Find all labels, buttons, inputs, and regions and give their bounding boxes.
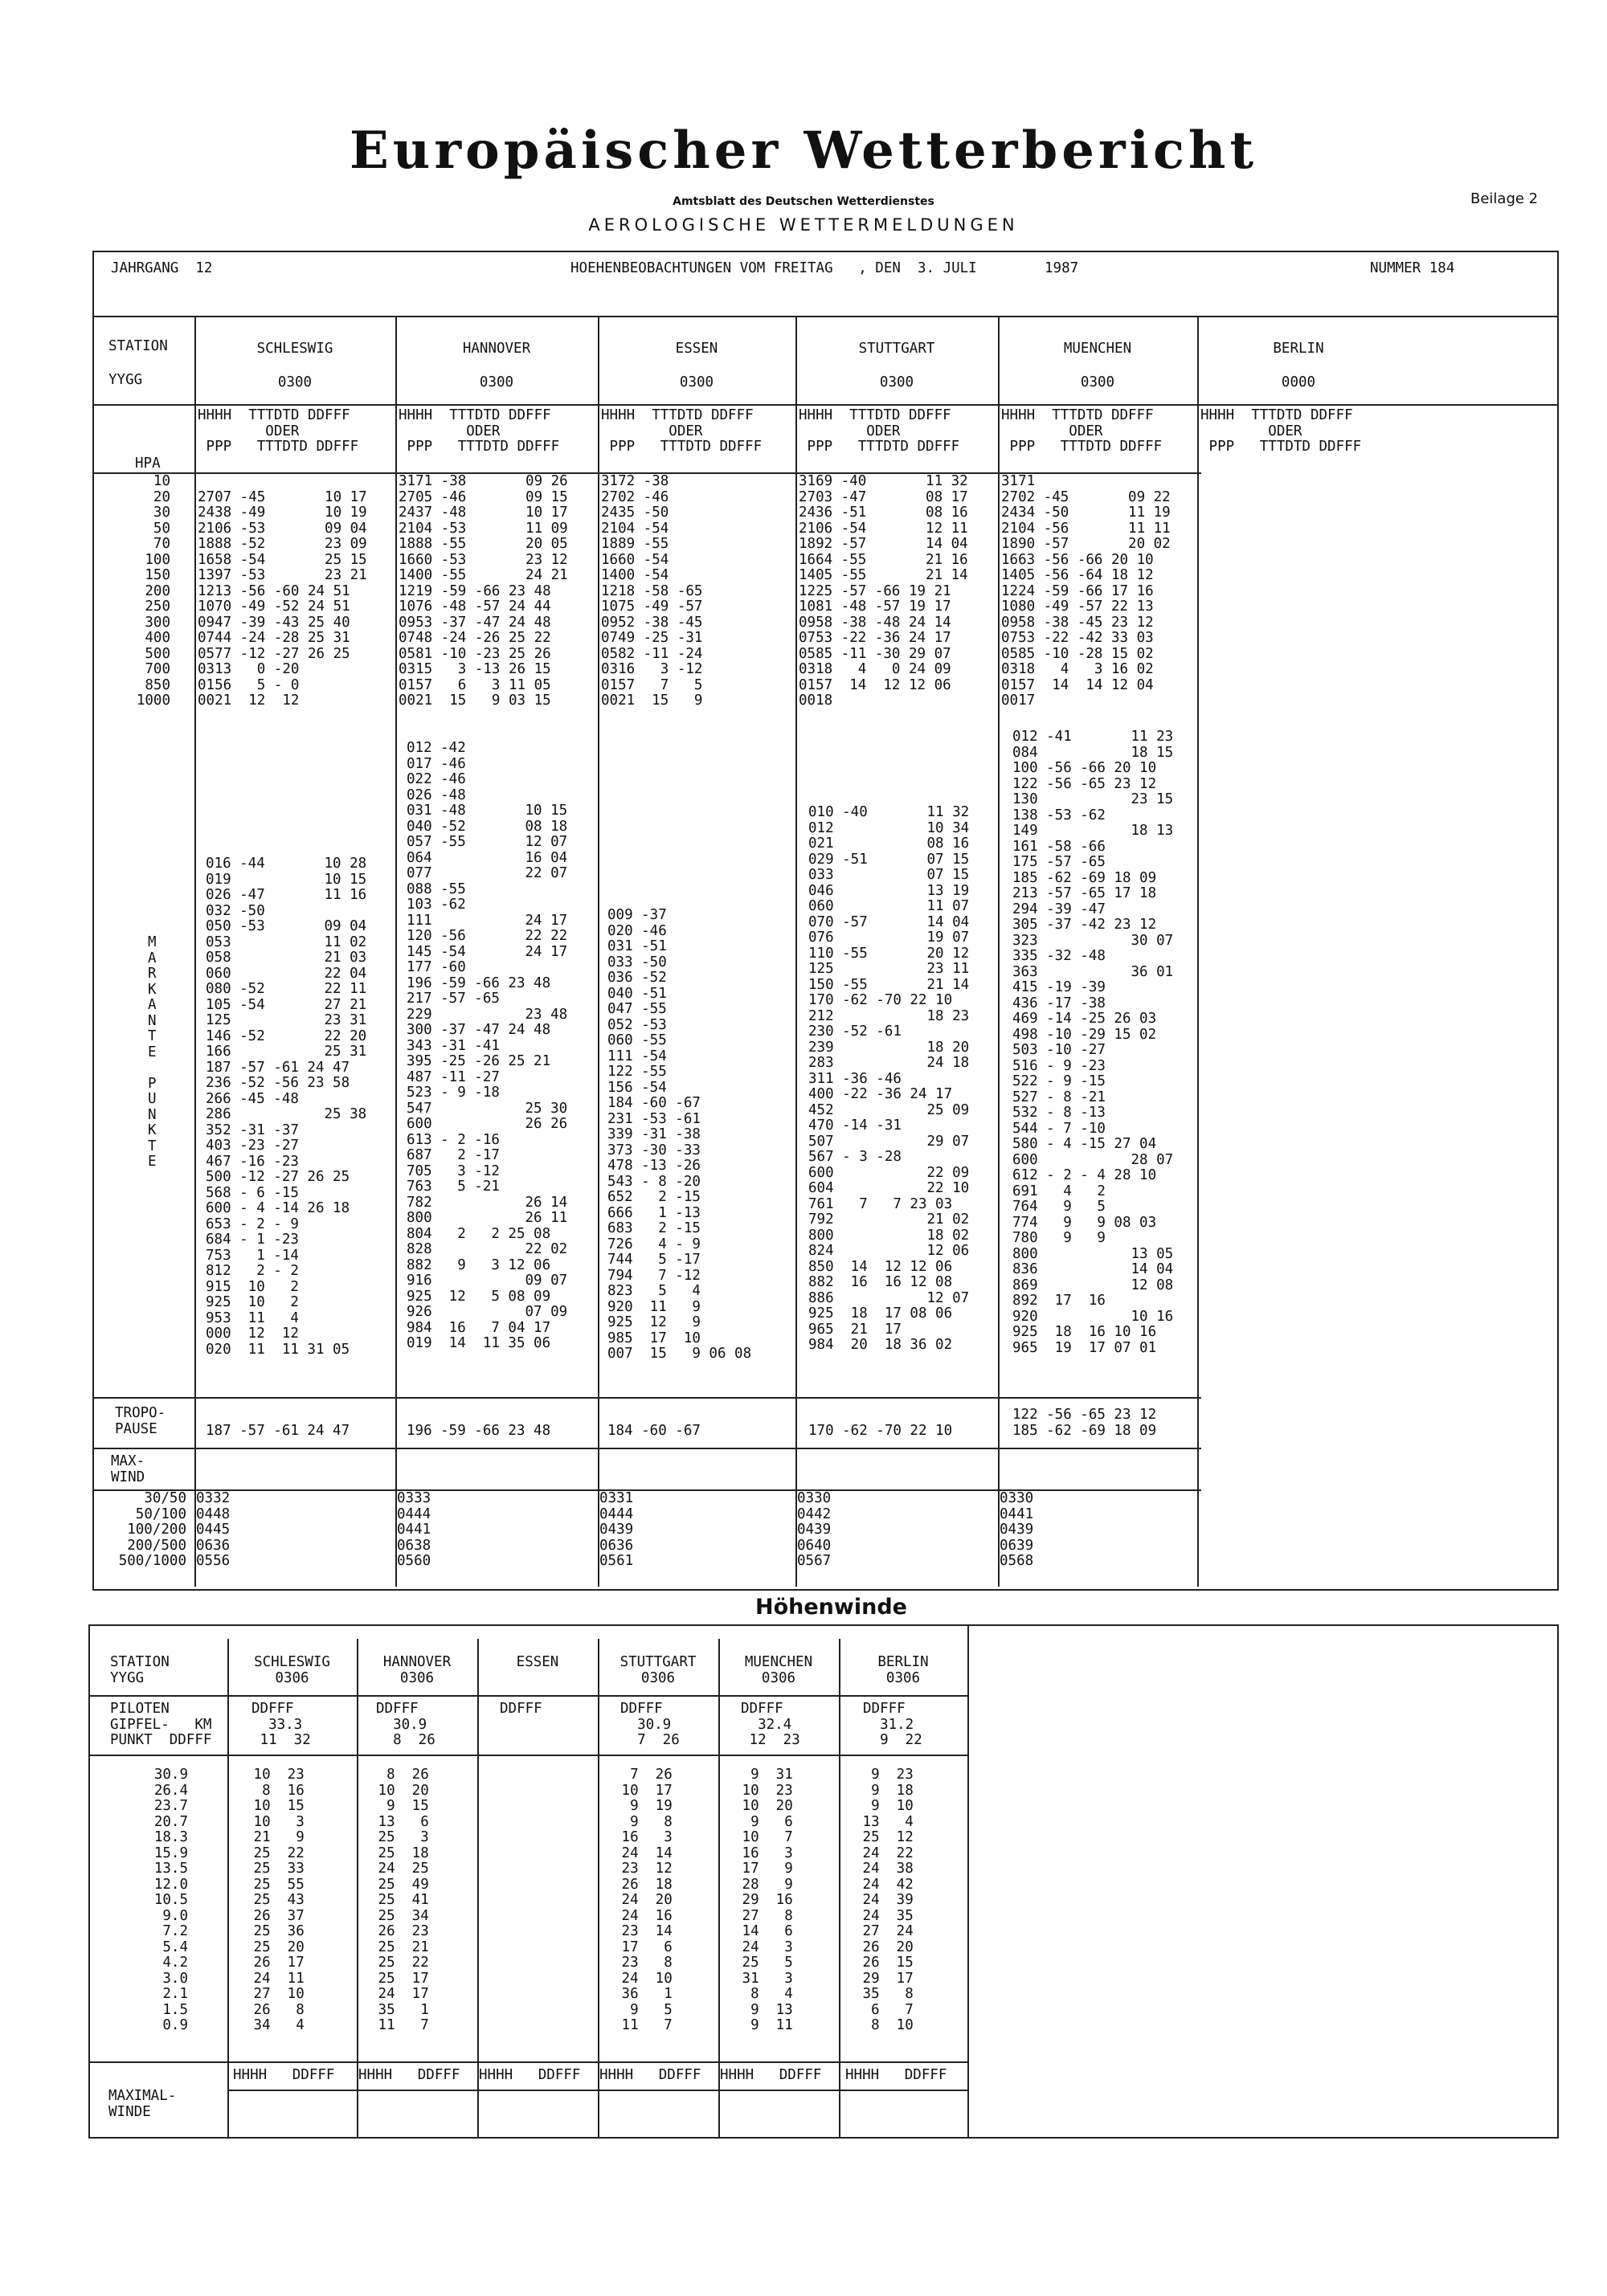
- piloten-label: PILOTEN GIPFEL- KM PUNKT DDFFF: [110, 1701, 212, 1748]
- column-header: HHHH TTTDTD DDFFF ODER PPP TTTDTD DDFFF: [601, 407, 763, 455]
- divider: [227, 2090, 967, 2091]
- column-header: HHHH TTTDTD DDFFF ODER PPP TTTDTD DDFFF: [799, 407, 960, 455]
- hpa-label: HPA: [135, 456, 161, 472]
- maximal-winde-label: MAXIMAL- WINDE: [108, 2088, 177, 2120]
- piloten-muenchen: DDFFF 32.4 12 23: [741, 1701, 800, 1748]
- column-divider: [357, 1639, 358, 2139]
- divider: [92, 1489, 1201, 1491]
- divider: [92, 1448, 1201, 1449]
- hoehenwinde-title: Höhenwinde: [755, 1595, 907, 1620]
- piloten-essen: DDFFF: [500, 1701, 542, 1717]
- nummer: NUMMER 184: [1370, 260, 1455, 276]
- piloten-schleswig: DDFFF 33.3 11 32: [251, 1701, 311, 1748]
- column-divider: [967, 1624, 969, 2139]
- sig-points-schleswig: 016 -44 10 28 019 10 15 026 -47 11 16 032 -50 050 -53 09 04 053 11 02 058 21 03 060 22 04 080 -52 22 11 105 -54 27 21 125 23 31 146 -52 22 20 166 25 31 187 -57 -61 24 47 236 -52 -56 23 58 266 -45 -48 286 25 38 352 -31 -37 403 -23 -27 467 -16 -23 500 -12 -27 26 25 568 - 6 -15 600 - 4 -14 26 18 653 - 2 - 9 684 - 1 -23 753 1 -14 812 2 - 2 915 10 2 925 10 2 953 11 4 000 12 12 020 11 11 31 05: [206, 856, 367, 1358]
- station-name: STUTTGART: [858, 341, 935, 357]
- column-header: HHHH TTTDTD DDFFF ODER PPP TTTDTD DDFFF: [1200, 407, 1362, 455]
- max-head: HHHH DDFFF: [479, 2067, 581, 2083]
- column-header: HHHH TTTDTD DDFFF ODER PPP TTTDTD DDFFF: [1001, 407, 1163, 455]
- max-wind-muenchen: 0330 0441 0439 0639 0568: [1000, 1490, 1034, 1569]
- tropopause-essen: 184 -60 -67: [607, 1423, 701, 1439]
- divider: [92, 404, 1559, 406]
- std-levels-schleswig: 2707 -45 10 17 2438 -49 10 19 2106 -53 09 04 1888 -52 23 09 1658 -54 25 15 1397 -53 23 21 1213 -56 -60 24 51 1070 -49 -52 24 51 0947 -39 -43 25 40 0744 -24 -28 25 31 0577 -12 -27 26 25 0313 0 -20 0156 5 - 0 0021 12 12: [198, 488, 367, 709]
- hw-station-name: STUTTGART: [619, 1654, 697, 1670]
- hw-station-yygg: 0306: [761, 1670, 796, 1686]
- divider: [88, 1695, 967, 1697]
- station-yygg: 0300: [479, 374, 514, 390]
- column-divider: [839, 1639, 840, 2139]
- std-levels-muenchen: 3171 2702 -45 09 22 2434 -50 11 19 2104 -56 11 11 1890 -57 20 02 1663 -56 -66 20 10 1405 -56 -64 18 12 1224 -59 -66 17 16 1080 -49 -57 22 13 0958 -38 -45 23 12 0753 -22 -42 33 03 0585 -10 -28 15 02 0318 4 3 16 02 0157 14 14 12 04 0017: [1001, 473, 1171, 709]
- station-name: BERLIN: [1273, 341, 1324, 357]
- max-wind-schleswig: 0332 0448 0445 0636 0556: [196, 1490, 231, 1569]
- max-head: HHHH DDFFF: [599, 2067, 701, 2083]
- piloten-stuttgart: DDFFF 30.9 7 26: [620, 1701, 680, 1748]
- max-wind-hannover: 0333 0444 0441 0638 0560: [397, 1490, 431, 1569]
- std-levels-stuttgart: 3169 -40 11 32 2703 -47 08 17 2436 -51 08 16 2106 -54 12 11 1892 -57 14 04 1664 -55 21 16 1405 -55 21 14 1225 -57 -66 19 21 1081 -48 -57 19 17 0958 -38 -48 24 14 0753 -22 -36 24 17 0585 -11 -30 29 07 0318 4 0 24 09 0157 14 12 12 06 0018: [799, 473, 968, 709]
- station-name: ESSEN: [675, 341, 718, 357]
- column-header: HHHH TTTDTD DDFFF ODER PPP TTTDTD DDFFF: [198, 407, 359, 455]
- station-name: MUENCHEN: [1063, 341, 1132, 357]
- column-divider: [395, 316, 397, 1587]
- station-label: STATION: [108, 338, 168, 354]
- sig-points-muenchen: 012 -41 11 23 084 18 15 100 -56 -66 20 10 122 -56 -65 23 12 130 23 15 138 -53 -62 149 18 13 161 -58 -66 175 -57 -65 185 -62 -69 18 09 213 -57 -65 17 18 294 -39 -47 305 -37 -42 23 12 323 30 07 335 -32 -48 363 36 01 415 -19 -39 436 -17 -38 469 -14 -25 26 03 498 -10 -29 15 02 503 -10 -27 516 - 9 -23 522 - 9 -15 527 - 8 -21 532 - 8 -13 544 - 7 -10 580 - 4 -15 27 04 600 28 07 612 - 2 - 4 28 10 691 4 2 764 9 5 774 9 9 08 03 780 9 9 800 13 05 836 14 04 869 12 08 892 17 16 920 10 16 925 18 16 10 16 965 19 17 07 01: [1012, 729, 1174, 1356]
- aero-heading: AEROLOGISCHE WETTERMELDUNGEN: [588, 215, 1019, 235]
- tropopause-stuttgart: 170 -62 -70 22 10: [808, 1423, 953, 1439]
- layer-labels: 30/50 50/100 100/200 200/500 500/1000: [118, 1490, 186, 1569]
- column-divider: [598, 316, 599, 1587]
- winds-stuttgart: 7 26 10 17 9 19 9 8 16 3 24 14 23 12 26 18 24 20 24 16 23 14 17 6 23 8 24 10 36 1 9 5 11 7: [621, 1767, 673, 2033]
- sig-points-essen: 009 -37 020 -46 031 -51 033 -50 036 -52 040 -51 047 -55 052 -53 060 -55 111 -54 122 -55 156 -54 184 -60 -67 231 -53 -61 339 -31 -38 373 -30 -33 478 -13 -26 543 - 8 -20 652 2 -15 666 1 -13 683 2 -15 726 4 - 9 744 5 -17 794 7 -12 823 5 4 920 11 9 925 12 9 985 17 10 007 15 9 06 08: [607, 907, 752, 1362]
- sig-points-stuttgart: 010 -40 11 32 012 10 34 021 08 16 029 -51 07 15 033 07 15 046 13 19 060 11 07 070 -57 14 04 076 19 07 110 -55 20 12 125 23 11 150 -55 21 14 170 -62 -70 22 10 212 18 23 230 -52 -61 239 18 20 283 24 18 311 -36 -46 400 -22 -36 24 17 452 25 09 470 -14 -31 507 29 07 567 - 3 -28 600 22 09 604 22 10 761 7 7 23 03 792 21 02 800 18 02 824 12 06 850 14 12 12 06 882 16 16 12 08 886 12 07 925 18 17 08 06 965 21 17 984 20 18 36 02: [808, 804, 970, 1353]
- column-divider: [1197, 316, 1199, 1587]
- station-yygg: 0300: [1080, 374, 1115, 390]
- piloten-hannover: DDFFF 30.9 8 26: [376, 1701, 435, 1748]
- station-name: SCHLESWIG: [256, 341, 333, 357]
- piloten-berlin: DDFFF 31.2 9 22: [863, 1701, 922, 1748]
- winds-berlin: 9 23 9 18 9 10 13 4 25 12 24 22 24 38 24 42 24 39 24 35 27 24 26 20 26 15 29 17 35 8 6 7 8 10: [862, 1767, 914, 2033]
- hw-station-name: HANNOVER: [382, 1654, 452, 1670]
- column-divider: [477, 1639, 479, 2139]
- max-wind-essen: 0331 0444 0439 0636 0561: [599, 1490, 634, 1569]
- max-head: HHHH DDFFF: [845, 2067, 947, 2083]
- hw-station-name: ESSEN: [516, 1654, 559, 1670]
- tropopause-muenchen: 122 -56 -65 23 12 185 -62 -69 18 09: [1012, 1407, 1157, 1439]
- std-levels-essen: 3172 -38 2702 -46 2435 -50 2104 -54 1889 -55 1660 -54 1400 -54 1218 -58 -65 1075 -49 -57 0952 -38 -45 0749 -25 -31 0582 -11 -24 0316 3 -12 0157 7 5 0021 15 9: [601, 473, 703, 709]
- winds-schleswig: 10 23 8 16 10 15 10 3 21 9 25 22 25 33 25 55 25 43 26 37 25 36 25 20 26 17 24 11 27 10 26 8 34 4: [253, 1767, 305, 2033]
- markante-punkte-label: M A R K A N T E P U N K T E: [148, 934, 157, 1170]
- height-levels: 30.9 26.4 23.7 20.7 18.3 15.9 13.5 12.0 10.5 9.0 7.2 5.4 4.2 3.0 2.1 1.5 0.9: [153, 1767, 188, 2033]
- winds-muenchen: 9 31 10 23 10 20 9 6 10 7 16 3 17 9 28 9 29 16 27 8 14 6 24 3 25 5 31 3 8 4 9 13 9 11: [742, 1767, 793, 2033]
- yygg-label: YYGG: [108, 372, 143, 388]
- std-levels-hannover: 3171 -38 09 26 2705 -46 09 15 2437 -48 10 17 2104 -53 11 09 1888 -55 20 05 1660 -53 23 12 1400 -55 24 21 1219 -59 -66 23 48 1076 -48 -57 24 44 0953 -37 -47 24 48 0748 -24 -26 25 22 0581 -10 -23 25 26 0315 3 -13 26 15 0157 6 3 11 05 0021 15 9 03 15: [399, 473, 568, 709]
- divider: [92, 1397, 1201, 1399]
- max-head: HHHH DDFFF: [720, 2067, 822, 2083]
- column-divider: [598, 1639, 599, 2139]
- divider: [88, 2061, 967, 2063]
- hw-station-label: STATION YYGG: [110, 1654, 170, 1686]
- observation-line: HOEHENBEOBACHTUNGEN VOM FREITAG , DEN 3. JULI 1987: [570, 260, 1079, 276]
- column-divider: [998, 316, 1000, 1587]
- max-head: HHHH DDFFF: [233, 2067, 335, 2083]
- station-name: HANNOVER: [462, 341, 531, 357]
- beilage-label: Beilage 2: [1470, 190, 1539, 207]
- sig-points-hannover: 012 -42 017 -46 022 -46 026 -48 031 -48 10 15 040 -52 08 18 057 -55 12 07 064 16 04 077 22 07 088 -55 103 -62 111 24 17 120 -56 22 22 145 -54 24 17 177 -60 196 -59 -66 23 48 217 -57 -65 229 23 48 300 -37 -47 24 48 343 -31 -41 395 -25 -26 25 21 487 -11 -27 523 - 9 -18 547 25 30 600 26 26 613 - 2 -16 687 2 -17 705 3 -12 763 5 -21 782 26 14 800 26 11 804 2 2 25 08 828 22 02 882 9 3 12 06 916 09 07 925 12 5 08 09 926 07 09 984 16 7 04 17 019 14 11 35 06: [407, 740, 568, 1351]
- hw-station-name: BERLIN: [877, 1654, 929, 1670]
- tropopause-schleswig: 187 -57 -61 24 47: [206, 1423, 350, 1439]
- report-subtitle: Amtsblatt des Deutschen Wetterdienstes: [673, 195, 934, 208]
- column-divider: [795, 316, 797, 1587]
- tropopause-hannover: 196 -59 -66 23 48: [407, 1423, 551, 1439]
- hw-station-yygg: 0306: [275, 1670, 309, 1686]
- divider: [92, 316, 1559, 317]
- hw-station-yygg: 0306: [399, 1670, 435, 1686]
- max-wind-stuttgart: 0330 0442 0439 0640 0567: [797, 1490, 832, 1569]
- hw-station-name: SCHLESWIG: [254, 1654, 330, 1670]
- station-yygg: 0300: [879, 374, 914, 390]
- jahrgang: JAHRGANG 12: [111, 260, 213, 276]
- station-yygg: 0000: [1281, 374, 1316, 390]
- hw-station-yygg: 0306: [885, 1670, 921, 1686]
- tropopause-label: TROPO- PAUSE: [115, 1405, 166, 1437]
- station-yygg: 0300: [277, 374, 313, 390]
- station-yygg: 0300: [679, 374, 714, 390]
- hpa-levels: 10 20 30 50 70 100 150 200 250 300 400 500 700 850 1000: [136, 473, 170, 709]
- column-divider: [194, 316, 196, 1587]
- column-divider: [227, 1639, 229, 2139]
- report-title: Europäischer Wetterbericht: [350, 121, 1257, 181]
- max-wind-label: MAX- WIND: [111, 1453, 145, 1485]
- winds-hannover: 8 26 10 20 9 15 13 6 25 3 25 18 24 25 25 49 25 41 25 34 26 23 25 21 25 22 25 17 24 17 35 1 11 7: [378, 1767, 429, 2033]
- divider: [88, 1755, 967, 1756]
- column-divider: [718, 1639, 720, 2139]
- hw-station-name: MUENCHEN: [744, 1654, 813, 1670]
- max-head: HHHH DDFFF: [358, 2067, 460, 2083]
- column-header: HHHH TTTDTD DDFFF ODER PPP TTTDTD DDFFF: [399, 407, 560, 455]
- hw-station-yygg: 0306: [640, 1670, 676, 1686]
